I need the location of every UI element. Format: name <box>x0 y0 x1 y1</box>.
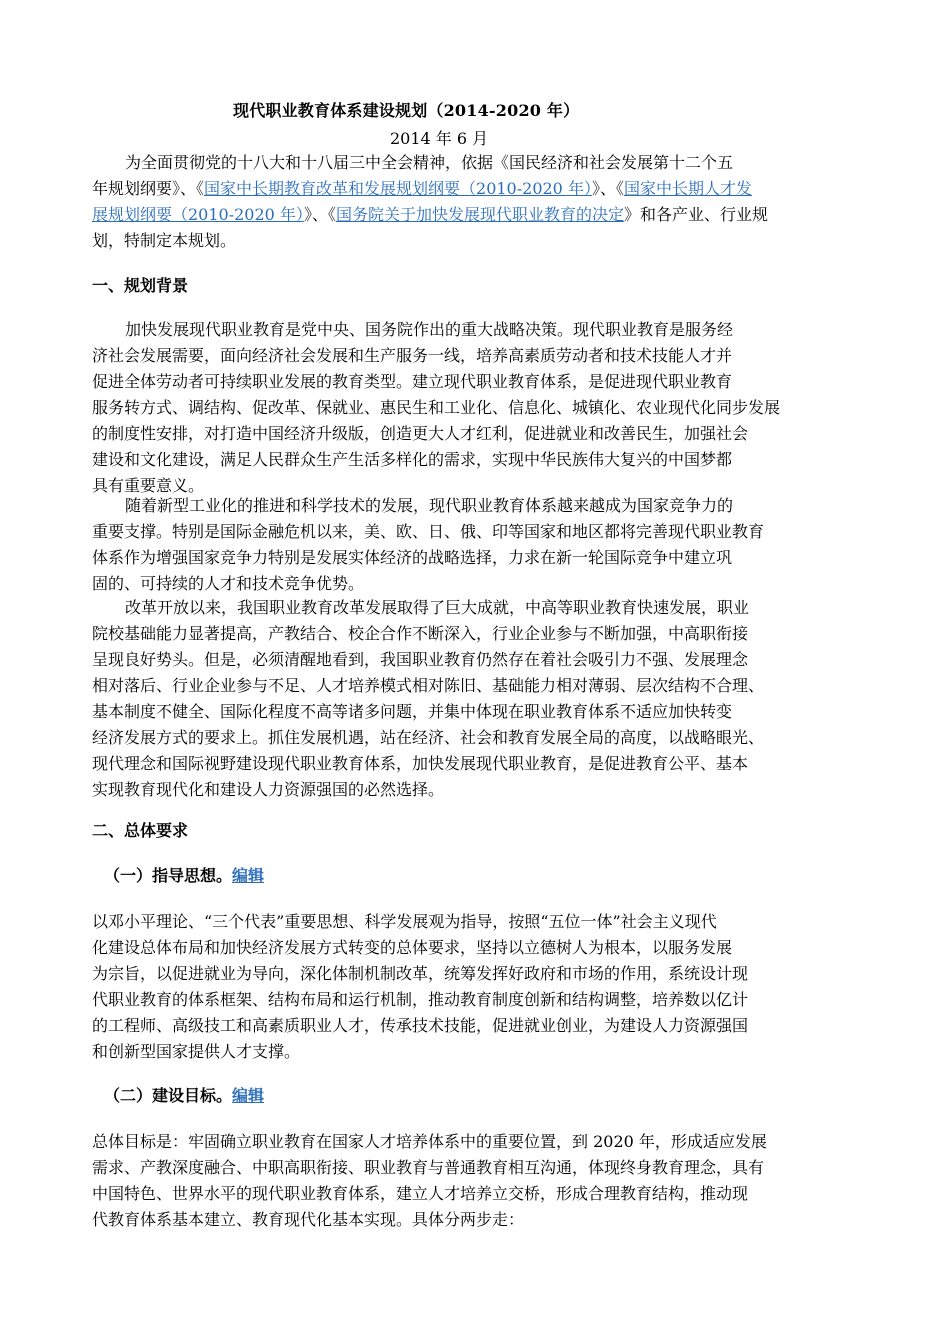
intro-line-4: 划，特制定本规划。 <box>92 231 237 250</box>
text-line: 化建设总体布局和加快经济发展方式转变的总体要求，坚持以立德树人为根本，以服务发展 <box>92 938 733 957</box>
text-line: 的工程师、高级技工和高素质职业人才，传承技术技能，促进就业创业，为建设人力资源强国 <box>92 1016 749 1035</box>
document-date: 2014 年 6 月 <box>390 129 489 148</box>
edit-link[interactable]: 编辑 <box>232 1086 265 1105</box>
intro-text: 》、《 <box>303 205 336 224</box>
intro-text: 年规划纲要》、《 <box>92 179 205 198</box>
text-line: 需求、产教深度融合、中职高职衔接、职业教育与普通教育相互沟通，体现终身教育理念，具有 <box>92 1158 765 1177</box>
text-line: 改革开放以来，我国职业教育改革发展取得了巨大成就，中高等职业教育快速发展，职业 <box>125 598 750 617</box>
intro-line-2 <box>92 176 867 202</box>
text-line: 济社会发展需要，面向经济社会发展和生产服务一线，培养高素质劳动者和技术技能人才并 <box>92 346 733 365</box>
intro-line-3 <box>92 202 867 228</box>
background-paragraph-1 <box>92 317 867 499</box>
section-heading-background: 一、规划背景 <box>92 276 189 295</box>
text-line: 实现教育现代化和建设人力资源强国的必然选择。 <box>92 780 445 799</box>
background-paragraph-2 <box>92 493 867 597</box>
text-line: 固的、可持续的人才和技术竞争优势。 <box>92 574 365 593</box>
text-line: 呈现良好势头。但是，必须清醒地看到，我国职业教育仍然存在着社会吸引力不强、发展理念 <box>92 650 749 669</box>
text-line: 为宗旨，以促进就业为导向，深化体制机制改革，统筹发挥好政府和市场的作用，系统设计现 <box>92 964 749 983</box>
edit-link[interactable]: 编辑 <box>232 866 265 885</box>
document-title: 现代职业教育体系建设规划（2014-2020 年） <box>233 101 580 120</box>
construction-goals-paragraph <box>92 1129 867 1233</box>
text-line: 加快发展现代职业教育是党中央、国务院作出的重大战略决策。现代职业教育是服务经 <box>125 320 734 339</box>
subsection-construction-goals <box>104 1083 264 1106</box>
subsection-label: （二）建设目标。 <box>104 1086 233 1105</box>
text-line: 建设和文化建设，满足人民群众生产生活多样化的需求，实现中华民族伟大复兴的中国梦都 <box>92 450 733 469</box>
text-line: 总体目标是：牢固确立职业教育在国家人才培养体系中的重要位置，到 2020 年，形成适应发展 <box>92 1132 767 1151</box>
text-line: 的制度性安排，对打造中国经济升级版，创造更大人才红利，促进就业和改善民生，加强社会 <box>92 424 749 443</box>
link-talent-plan-cont[interactable]: 展规划纲要（2010-2020 年） <box>92 205 304 224</box>
subsection-guiding-ideology <box>104 863 264 886</box>
link-education-plan[interactable]: 国家中长期教育改革和发展规划纲要（2010-2020 年） <box>204 179 592 198</box>
text-line: 促进全体劳动者可持续职业发展的教育类型。建立现代职业教育体系，是促进现代职业教育 <box>92 372 733 391</box>
text-line: 代教育体系基本建立、教育现代化基本实现。具体分两步走： <box>92 1210 525 1229</box>
intro-text: 》和各产业、行业规 <box>623 205 768 224</box>
text-line: 经济发展方式的要求上。抓住发展机遇，站在经济、社会和教育发展全局的高度，以战略眼光、 <box>92 728 765 747</box>
intro-text: 》、《 <box>591 179 624 198</box>
background-paragraph-3 <box>92 595 867 803</box>
text-line: 具有重要意义。 <box>92 476 205 495</box>
link-talent-plan[interactable]: 国家中长期人才发 <box>623 179 752 198</box>
text-line: 现代理念和国际视野建设现代职业教育体系，加快发展现代职业教育，是促进教育公平、基本 <box>92 754 749 773</box>
text-line: 重要支撑。特别是国际金融危机以来，美、欧、日、俄、印等国家和地区都将完善现代职业教育 <box>92 522 765 541</box>
section-heading-requirements: 二、总体要求 <box>92 821 189 840</box>
text-line: 中国特色、世界水平的现代职业教育体系，建立人才培养立交桥，形成合理教育结构，推动现 <box>92 1184 749 1203</box>
subsection-label: （一）指导思想。 <box>104 866 233 885</box>
link-state-council-decision[interactable]: 国务院关于加快发展现代职业教育的决定 <box>335 205 624 224</box>
intro-paragraph <box>92 150 867 254</box>
intro-line-1: 为全面贯彻党的十八大和十八届三中全会精神，依据《国民经济和社会发展第十二个五 <box>125 153 734 172</box>
text-line: 体系作为增强国家竞争力特别是发展实体经济的战略选择，力求在新一轮国际竞争中建立巩 <box>92 548 733 567</box>
text-line: 基本制度不健全、国际化程度不高等诸多问题，并集中体现在职业教育体系不适应加快转变 <box>92 702 733 721</box>
text-line: 代职业教育的体系框架、结构布局和运行机制，推动教育制度创新和结构调整，培养数以亿计 <box>92 990 749 1009</box>
guiding-ideology-paragraph <box>92 909 867 1065</box>
text-line: 服务转方式、调结构、促改革、保就业、惠民生和工业化、信息化、城镇化、农业现代化同步发展 <box>92 398 781 417</box>
text-line: 相对落后、行业企业参与不足、人才培养模式相对陈旧、基础能力相对薄弱、层次结构不合理、 <box>92 676 765 695</box>
text-line: 随着新型工业化的推进和科学技术的发展，现代职业教育体系越来越成为国家竞争力的 <box>125 496 734 515</box>
text-line: 院校基础能力显著提高，产教结合、校企合作不断深入，行业企业参与不断加强，中高职衔接 <box>92 624 749 643</box>
text-line: 以邓小平理论、“三个代表”重要思想、科学发展观为指导，按照“五位一体”社会主义现代 <box>92 912 717 931</box>
text-line: 和创新型国家提供人才支撑。 <box>92 1042 301 1061</box>
